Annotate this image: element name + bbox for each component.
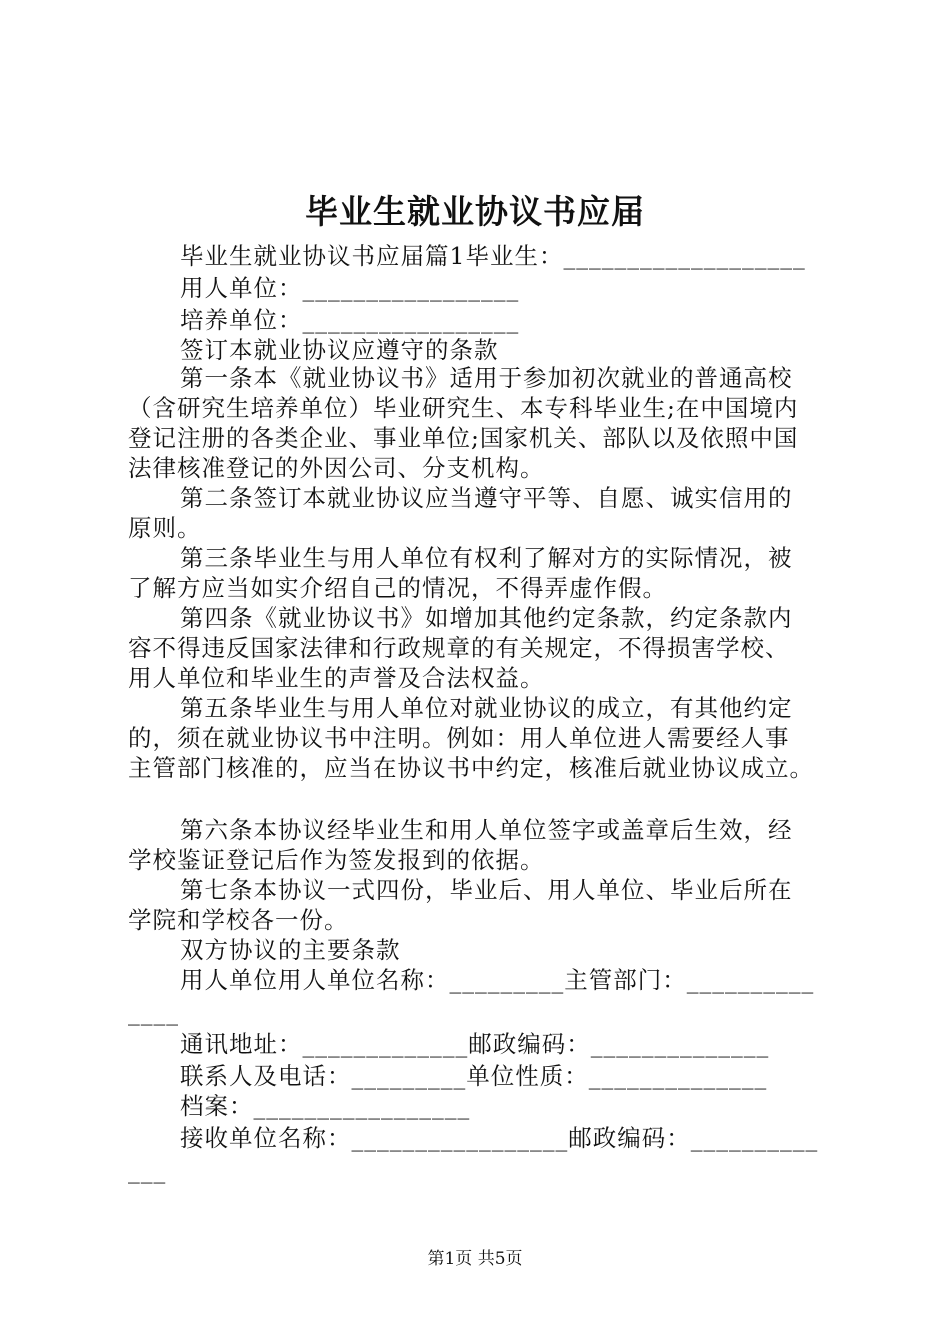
text-line: 原则。 — [128, 514, 202, 542]
text-line: 容不得违反国家法律和行政规章的有关规定，不得损害学校、 — [128, 634, 790, 662]
text-line: 培养单位：_________________ — [180, 306, 520, 334]
document-title: 毕业生就业协议书应届 — [305, 192, 645, 231]
text-line: 用人单位：_________________ — [180, 274, 520, 302]
text-line: 第一条本《就业协议书》适用于参加初次就业的普通高校 — [180, 364, 793, 392]
text-line: ___ — [128, 1156, 167, 1184]
text-line: 用人单位用人单位名称：_________主管部门：__________ — [180, 966, 815, 994]
text-line: 毕业生就业协议书应届篇1毕业生：___________________ — [180, 242, 806, 270]
text-line: 的，须在就业协议书中注明。例如：用人单位进人需要经人事 — [128, 724, 790, 752]
text-line: 了解方应当如实介绍自己的情况，不得弄虚作假。 — [128, 574, 667, 602]
text-line: 主管部门核准的，应当在协议书中约定，核准后就业协议成立。 — [128, 754, 814, 782]
text-line: 接收单位名称：_________________邮政编码：__________ — [180, 1124, 819, 1152]
text-line: 签订本就业协议应遵守的条款 — [180, 336, 499, 364]
text-line: 通讯地址：_____________邮政编码：______________ — [180, 1030, 770, 1058]
text-line: ____ — [128, 998, 179, 1026]
text-line: 档案：_________________ — [180, 1092, 471, 1120]
text-line: （含研究生培养单位）毕业研究生、本专科毕业生;在中国境内 — [128, 394, 799, 422]
page-number: 第1页 共5页 — [427, 1249, 523, 1269]
text-line: 双方协议的主要条款 — [180, 936, 401, 964]
text-line: 联系人及电话：_________单位性质：______________ — [180, 1062, 768, 1090]
text-line: 登记注册的各类企业、事业单位;国家机关、部队以及依照中国 — [128, 424, 799, 452]
text-line: 第七条本协议一式四份，毕业后、用人单位、毕业后所在 — [180, 876, 793, 904]
text-line: 第六条本协议经毕业生和用人单位签字或盖章后生效，经 — [180, 816, 793, 844]
text-line: 法律核准登记的外因公司、分支机构。 — [128, 454, 545, 482]
text-line: 第三条毕业生与用人单位有权利了解对方的实际情况，被 — [180, 544, 793, 572]
text-line: 第二条签订本就业协议应当遵守平等、自愿、诚实信用的 — [180, 484, 793, 512]
text-line: 学校鉴证登记后作为签发报到的依据。 — [128, 846, 545, 874]
text-line: 第四条《就业协议书》如增加其他约定条款，约定条款内 — [180, 604, 793, 632]
text-line: 用人单位和毕业生的声誉及合法权益。 — [128, 664, 545, 692]
text-line: 学院和学校各一份。 — [128, 906, 349, 934]
text-line: 第五条毕业生与用人单位对就业协议的成立，有其他约定 — [180, 694, 793, 722]
